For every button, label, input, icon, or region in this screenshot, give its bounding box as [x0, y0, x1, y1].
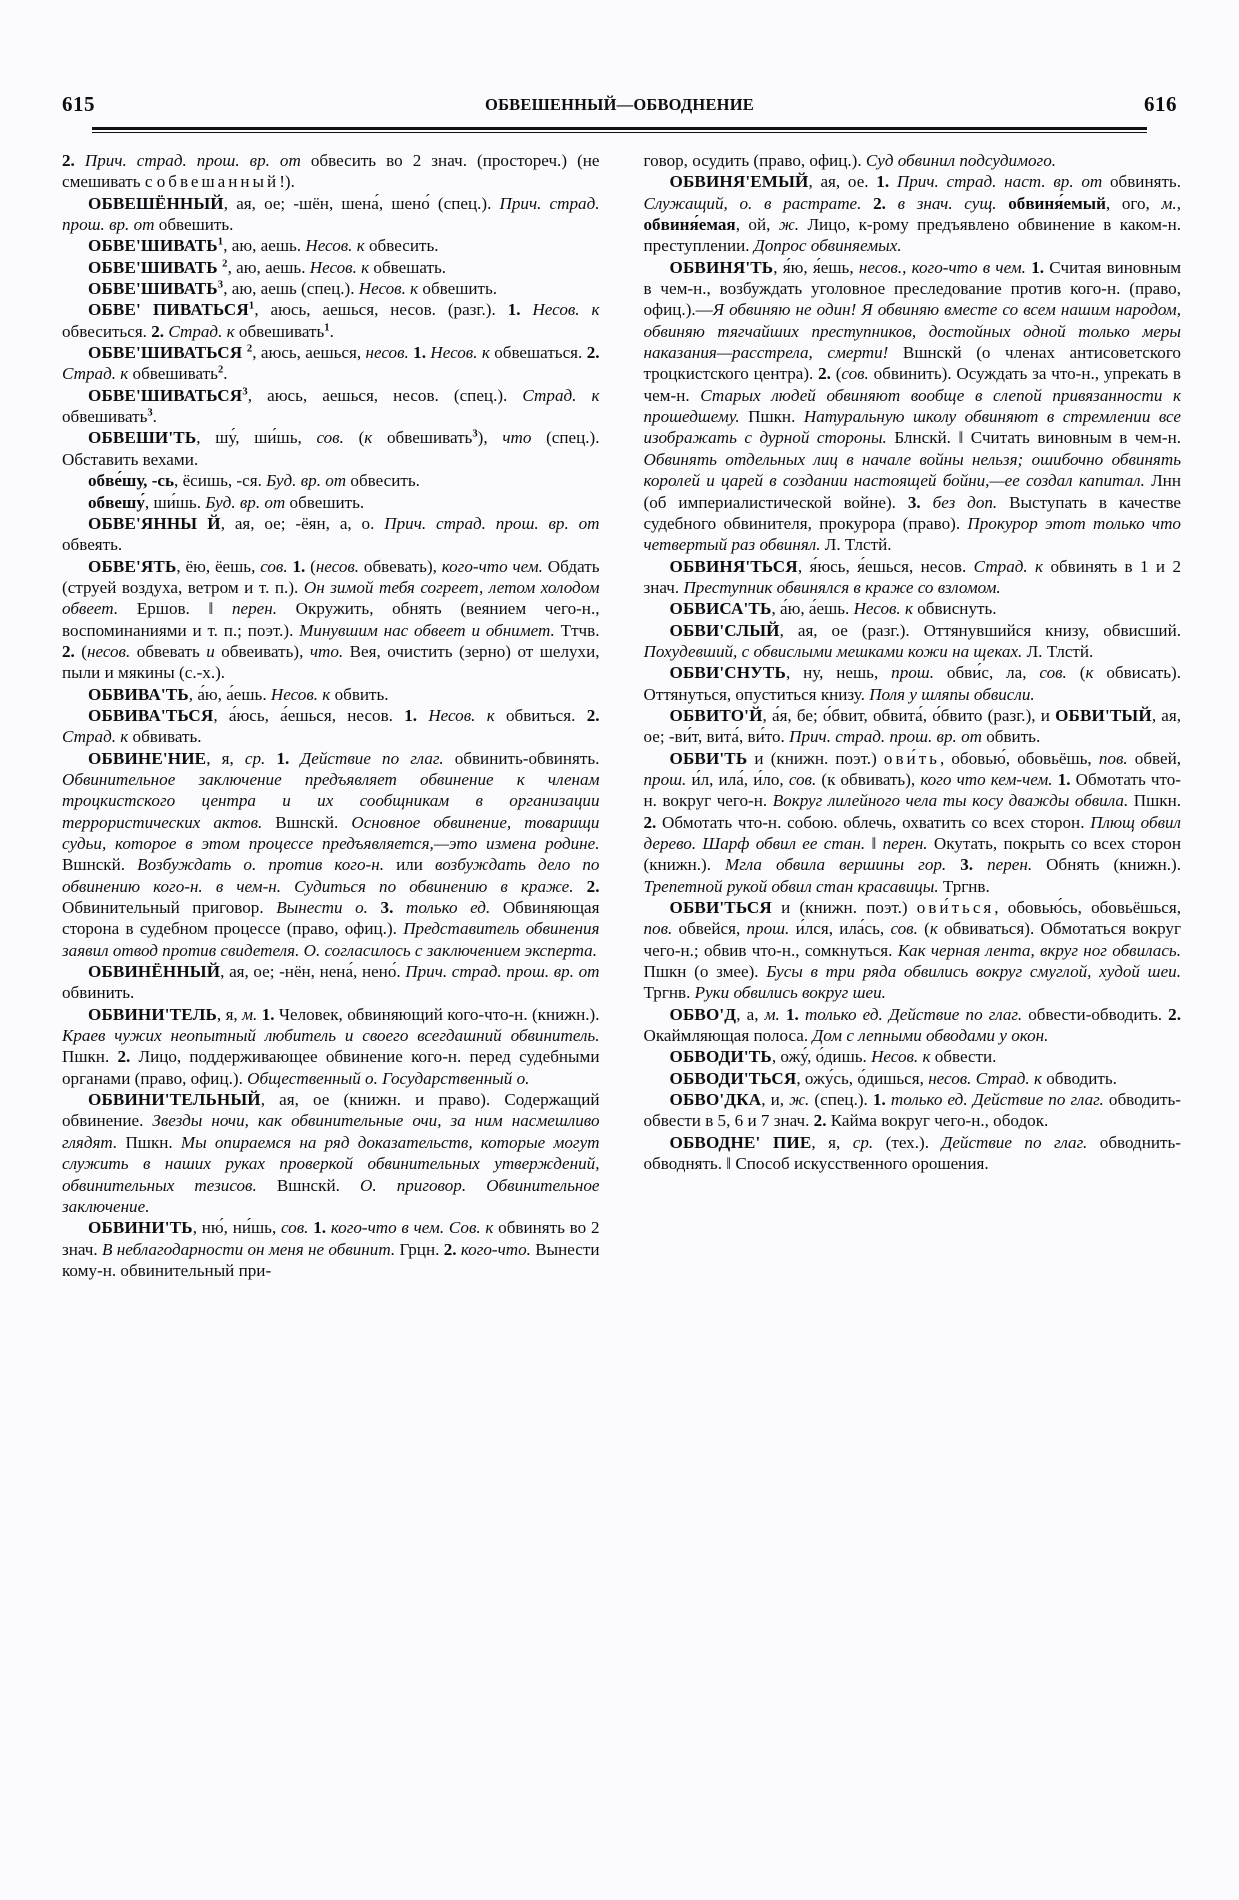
- header-rule-thick: [92, 127, 1147, 130]
- dictionary-entry: ОБВИ'ТЬ и (книжн. поэт.) ови́ть, обовью́, обовьёшь, пов. обвей, прош. и́л, ила́, и́ло, сов. (к обвивать), кого что кем-чем. 1. Обмотать что-н. вокруг чего-н. Вокруг лилейного чела ты косу дважды обвила. Пшкн. 2. Обмотать что-н. собою. облечь, охватить со всех сторон. Плющ обвил дерево. Шарф обвил ее стан. ‖ перен. Окутать, покрыть со всех сторон (книжн.). Мгла обвила вершины гор. 3. перен. Обнять (книжн.). Трепетной рукой обвил стан красавицы. Тргнв.: [643, 748, 1182, 896]
- running-head-title: ОБВЕШЕННЫЙ—ОБВОДНЕНИЕ: [485, 95, 754, 114]
- dictionary-entry: ОБВИ'СЛЫЙ, ая, ое (разг.). Оттянувшийся книзу, обвисший. Похудевший, с обвислыми мешками кожи на щеках. Л. Тлстй.: [643, 620, 1181, 661]
- dictionary-entry: ОБВИНИ'ТЬ, ню́, ни́шь, сов. 1. кого-что в чем. Сов. к обвинять во 2 знач. В неблагодарности он меня не обвинит. Грцн. 2. кого-что. Вынести кому-н. обвинительный при-: [62, 1218, 600, 1280]
- dictionary-entry: ОБВЕ'ШИВАТЬСЯ$^3$, аюсь, аешься, несов. (спец.). Страд. к обвешивать$^3$.: [62, 385, 600, 427]
- column-right: [622, 150, 1182, 1852]
- dictionary-entry: ОБВИНЯ'ЕМЫЙ, ая, ое. 1. Прич. страд. наст. вр. от обвинять. Служащий, о. в растрате. 2. в знач. сущ. обвиня́емый, ого, м., обвиня́емая, ой, ж. Лицо, к-рому предъявлено обвинение в каком-н. преступлении. Допрос обвиняемых.: [643, 172, 1181, 256]
- dictionary-entry: ОБВЕ'ШИВАТЬ $^2$, аю, аешь. Несов. к обвешать.: [88, 257, 447, 277]
- dictionary-entry: ОБВЕ'ЯТЬ, ёю, ёешь, сов. 1. (несов. обвевать), кого-что чем. Обдать (струей воздуха, ветром и т. п.). Он зимой тебя согреет, летом холодом обвеет. Ершов. ‖ перен. Окружить, обнять (веянием чего-н., воспоминаниями и т. п.; поэт.). Минувшим нас обвеет и обнимет. Ттчв. 2. (несов. обвевать и обвеивать), что. Вея, очистить (зерно) от шелухи, пыли и мякины (с.-х.).: [62, 556, 600, 683]
- entry-continuation: говор, осудить (право, офиц.). Суд обвинил подсудимого.: [643, 151, 1057, 170]
- dictionary-entry: ОБВЕШИ'ТЬ, шу́, ши́шь, сов. (к обвешивать$^3$), что (спец.). Обставить вехами.: [62, 428, 600, 469]
- dictionary-entry: обвешу́, ши́шь. Буд. вр. от обвешить.: [88, 492, 365, 512]
- dictionary-entry: ОБВИТО'Й, а́я, бе; о́бвит, обвита́, о́бвито (разг.), и ОБВИ'ТЫЙ, ая, ое; -ви́т, вита́, ви́то. Прич. страд. прош. вр. от обвить.: [643, 705, 1181, 747]
- dictionary-entry: ОБВИНЁННЫЙ, ая, ое; -нён, нена́, нено́. Прич. страд. прош. вр. от обвинить.: [62, 962, 600, 1003]
- dictionary-entry: ОБВИВА'ТЬ, а́ю, а́ешь. Несов. к обвить.: [88, 684, 389, 704]
- dictionary-entry: ОБВЕ' ПИВАТЬСЯ$^1$, аюсь, аешься, несов. (разг.). 1. Несов. к обвеситься. 2. Страд. к обвешивать$^1$.: [62, 300, 600, 341]
- dictionary-entry: ОБВЕ'ШИВАТЬСЯ $^2$, аюсь, аешься, несов. 1. Несов. к обвешаться. 2. Страд. к обвешивать$^2$.: [62, 343, 600, 384]
- dictionary-entry: ОБВЕШЁННЫЙ, ая, ое; -шён, шена́, шено́ (спец.). Прич. страд. прош. вр. от обвешить.: [62, 193, 600, 235]
- folio-right: 616: [1144, 92, 1177, 116]
- dictionary-entry: ОБВЕ'ШИВАТЬ$^3$, аю, аешь (спец.). Несов. к обвешить.: [88, 279, 498, 299]
- dictionary-entry: ОБВИНЕ'НИЕ, я, ср. 1. Действие по глаг. обвинить-обвинять. Обвинительное заключение предъявляет обвинение к членам троцкистского центра и их сообщникам в организации террористических актов. Вшнскй. Основное обвинение, товарищи судьи, которое в этом процессе предъявляется,—это измена родине. Вшнскй. Возбуждать о. против кого-н. или возбуждать дело по обвинению кого-н. в чем-н. Судиться по обвинению в краже. 2. Обвинительный приговор. Вынести о. 3. только ед. Обвиняющая сторона в судебном процессе (право, офиц.). Представитель обвинения заявил отвод против свидетеля. О. согласилось с заключением эксперта.: [62, 748, 600, 960]
- dictionary-entry: ОБВОДИ'ТЬСЯ, ожу́сь, о́дишься, несов. Страд. к обводить.: [669, 1068, 1117, 1088]
- dictionary-entry: обве́шу, -сь, ёсишь, -ся. Буд. вр. от обвесить.: [88, 471, 420, 491]
- dictionary-entry: ОБВИ'ТЬСЯ и (книжн. поэт.) ови́ться, обовью́сь, обовьёшься, пов. обвейся, прош. и́лся, ила́сь, сов. (к обвиваться). Обмотаться вокруг чего-н.; обвив что-н., сомкнуться. Как черная лента, вкруг ног обвилась. Пшкн (о змее). Бусы в три ряда обвились вокруг смуглой, худой шеи. Тргнв. Руки обвились вокруг шеи.: [643, 898, 1181, 1003]
- running-head: [62, 92, 1177, 122]
- header-rule: [92, 127, 1147, 134]
- dictionary-entry: ОБВЕ'ЯННЫ Й, ая, ое; -ёян, а, о. Прич. страд. прош. вр. от обвеять.: [62, 513, 600, 555]
- column-left: [62, 150, 622, 1852]
- dictionary-entry: ОБВИНЯ'ТЬ, я́ю, я́ешь, несов., кого-что в чем. 1. Считая виновным в чем-н., возбуждать уголовное преследование против кого-н. (право, офиц.).—Я обвиняю не один! Я обвиняю вместе со всем нашим народом, обвиняю тягчайших преступников, достойных одной только меры наказания—расстрела, смерти! Вшнскй (о членах антисоветского троцкистского центра). 2. (сов. обвинить). Осуждать за что-н., упрекать в чем-н. Старых людей обвиняют вообще в слепой привязанности к прошедшему. Пшкн. Натуральную школу обвиняют в стремлении все изображать с дурной стороны. Блнскй. ‖ Считать виновным в чем-н. Обвинять отдельных лиц в начале войны нельзя; ошибочно обвинять королей и царей в создании настоящей бойни,—ее создал капитал. Лнн (об империалистической войне). 3. без доп. Выступать в качестве судебного обвинителя, прокурора (право). Прокурор этот только что четвертый раз обвинял. Л. Тлстй.: [643, 257, 1182, 555]
- dictionary-entry: ОБВИНИ'ТЕЛЬ, я, м. 1. Человек, обвиняющий кого-что-н. (книжн.). Краев чужих неопытный любитель и своего всегдашний обвинитель. Пшкн. 2. Лицо, поддерживающее обвинение кого-н. перед судебными органами (право, офиц.). Общественный о. Государственный о.: [62, 1004, 600, 1088]
- entry-continuation: 2. Прич. страд. прош. вр. от обвесить во 2 знач. (простореч.) (не смешивать с обвешанный!).: [62, 151, 600, 192]
- dictionary-entry: ОБВИВА'ТЬСЯ, а́юсь, а́ешься, несов. 1. Несов. к обвиться. 2. Страд. к обвивать.: [62, 705, 600, 747]
- dictionary-entry: ОБВИСА'ТЬ, а́ю, а́ешь. Несов. к обвиснуть.: [669, 599, 997, 619]
- dictionary-entry: ОБВЕ'ШИВАТЬ$^1$, аю, аешь. Несов. к обвесить.: [88, 236, 439, 256]
- dictionary-entry: ОБВОДНЕ' ПИЕ, я, ср. (тех.). Действие по глаг. обводнить-обводнять. ‖ Способ искусственного орошения.: [643, 1132, 1181, 1174]
- dictionary-entry: ОБВО'ДКА, и, ж. (спец.). 1. только ед. Действие по глаг. обводить-обвести в 5, 6 и 7 знач. 2. Кайма вокруг чего-н., ободок.: [643, 1090, 1181, 1131]
- dictionary-entry: ОБВО'Д, а, м. 1. только ед. Действие по глаг. обвести-обводить. 2. Окаймляющая полоса. Дом с лепными обводами у окон.: [643, 1004, 1181, 1046]
- dictionary-entry: ОБВИНЯ'ТЬСЯ, я́юсь, я́ешься, несов. Страд. к обвинять в 1 и 2 знач. Преступник обвинялся в краже со взломом.: [643, 556, 1182, 597]
- dictionary-entry: ОБВИ'СНУТЬ, ну, нешь, прош. обви́с, ла, сов. (к обвисать). Оттянуться, опуститься книзу. Поля у шляпы обвисли.: [643, 663, 1181, 704]
- text-columns: [62, 150, 1181, 1852]
- header-rule-thin: [92, 132, 1147, 133]
- dictionary-entry: ОБВОДИ'ТЬ, ожу́, о́дишь. Несов. к обвести.: [669, 1047, 997, 1067]
- folio-left: 615: [62, 92, 95, 116]
- dictionary-entry: ОБВИНИ'ТЕЛЬНЫЙ, ая, ое (книжн. и право). Содержащий обвинение. Звезды ночи, как обвинительные очи, за ним насмешливо глядят. Пшкн. Мы опираемся на ряд доказательств, которые могут служить в наших руках проверкой обвинительных утверждений, обвинительных тезисов. Вшнскй. О. приговор. Обвинительное заключение.: [62, 1090, 600, 1216]
